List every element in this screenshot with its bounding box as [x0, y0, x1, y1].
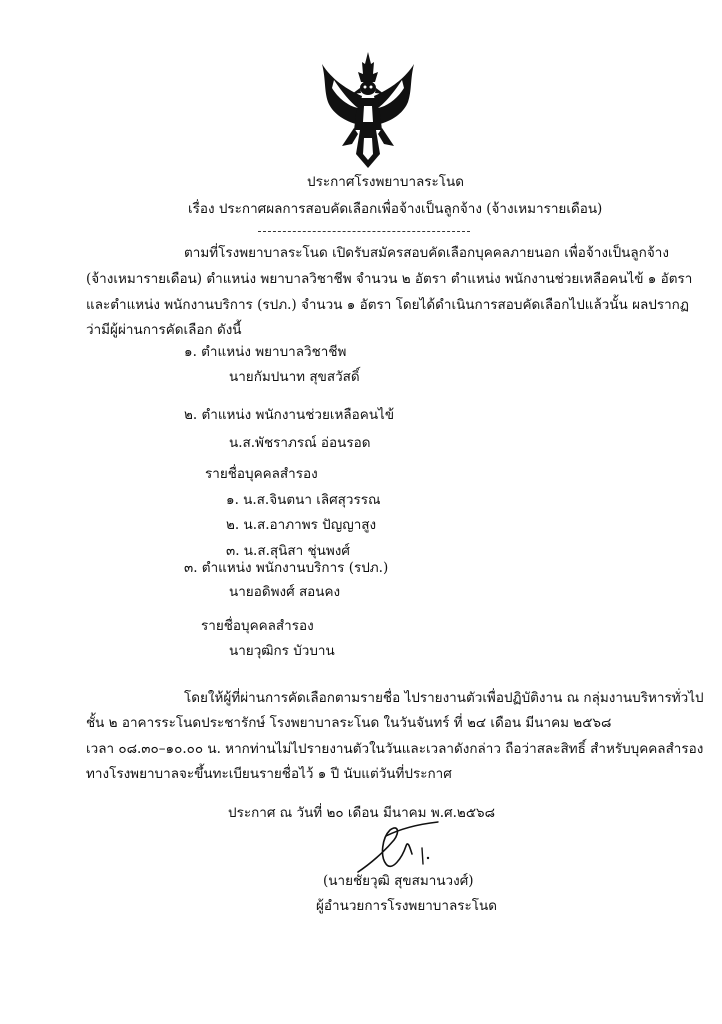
section-2-reserve-2: ๒. น.ส.อาภาพร ปัญญาสูง	[226, 517, 377, 533]
closing-line-2: ชั้น ๒ อาคารระโนดประชารักษ์ โรงพยาบาลระโนด ในวันจันทร์ ที่ ๒๔ เดือน มีนาคม ๒๕๖๘	[86, 715, 612, 731]
intro-line-1: ตามที่โรงพยาบาลระโนด เปิดรับสมัครสอบคัดเลือกบุคคลภายนอก เพื่อจ้างเป็นลูกจ้าง	[184, 245, 669, 261]
section-3-reserve-title: รายชื่อบุคคลสำรอง	[201, 618, 314, 634]
section-2-reserve-title: รายชื่อบุคคลสำรอง	[205, 466, 318, 482]
section-3-person: นายอดิพงศ์ สอนคง	[229, 584, 341, 600]
divider-line	[258, 231, 470, 232]
section-1-title: ๑. ตำแหน่ง พยาบาลวิชาชีพ	[184, 344, 347, 360]
section-2-title: ๒. ตำแหน่ง พนักงานช่วยเหลือคนไข้	[184, 407, 395, 423]
section-3-title: ๓. ตำแหน่ง พนักงานบริการ (รปภ.)	[184, 560, 389, 576]
announce-date: ประกาศ ณ วันที่ ๒๐ เดือน มีนาคม พ.ศ.๒๕๖๘	[228, 805, 496, 821]
closing-line-4: ทางโรงพยาบาลจะขึ้นทะเบียนรายชื่อไว้ ๑ ปี นับแต่วันที่ประกาศ	[86, 766, 452, 782]
intro-line-3: และตำแหน่ง พนักงานบริการ (รปภ.) จำนวน ๑ อัตรา โดยได้ดำเนินการสอบคัดเลือกไปแล้วนั้น ผลปรากฏ	[86, 297, 689, 313]
signature-icon	[350, 818, 446, 880]
section-2-reserve-1: ๑. น.ส.จินตนา เลิศสุวรรณ	[226, 492, 381, 508]
closing-line-3: เวลา ๐๘.๓๐–๑๐.๐๐ น. หากท่านไม่ไปรายงานตัวในวันและเวลาดังกล่าว ถือว่าสละสิทธิ์ สำหรับบุคคลสำรอง	[86, 741, 704, 757]
signer-name: (นายชัยวุฒิ สุขสมานวงศ์)	[323, 873, 474, 889]
section-2-reserve-3: ๓. น.ส.สุนิสา ชุ่นพงศ์	[226, 543, 350, 559]
intro-line-2: (จ้างเหมารายเดือน) ตำแหน่ง พยาบาลวิชาชีพ จำนวน ๒ อัตรา ตำแหน่ง พนักงานช่วยเหลือคนไข้ ๑ อัตรา	[86, 271, 693, 287]
garuda-emblem-icon	[318, 50, 418, 170]
document-heading: ประกาศโรงพยาบาลระโนด	[307, 174, 465, 190]
signer-position: ผู้อำนวยการโรงพยาบาลระโนด	[316, 898, 497, 914]
closing-line-1: โดยให้ผู้ที่ผ่านการคัดเลือกตามรายชื่อ ไปรายงานตัวเพื่อปฏิบัติงาน ณ กลุ่มงานบริหารทั่วไป	[184, 690, 704, 706]
section-3-reserve: นายวุฒิกร บัวบาน	[229, 643, 335, 659]
document-subject: เรื่อง ประกาศผลการสอบคัดเลือกเพื่อจ้างเป็นลูกจ้าง (จ้างเหมารายเดือน)	[188, 201, 603, 217]
section-1-person: นายกัมปนาท สุขสวัสดิ์	[229, 369, 360, 385]
section-2-person: น.ส.พัชราภรณ์ อ่อนรอด	[229, 435, 371, 451]
intro-line-4: ว่ามีผู้ผ่านการคัดเลือก ดังนี้	[86, 322, 242, 338]
